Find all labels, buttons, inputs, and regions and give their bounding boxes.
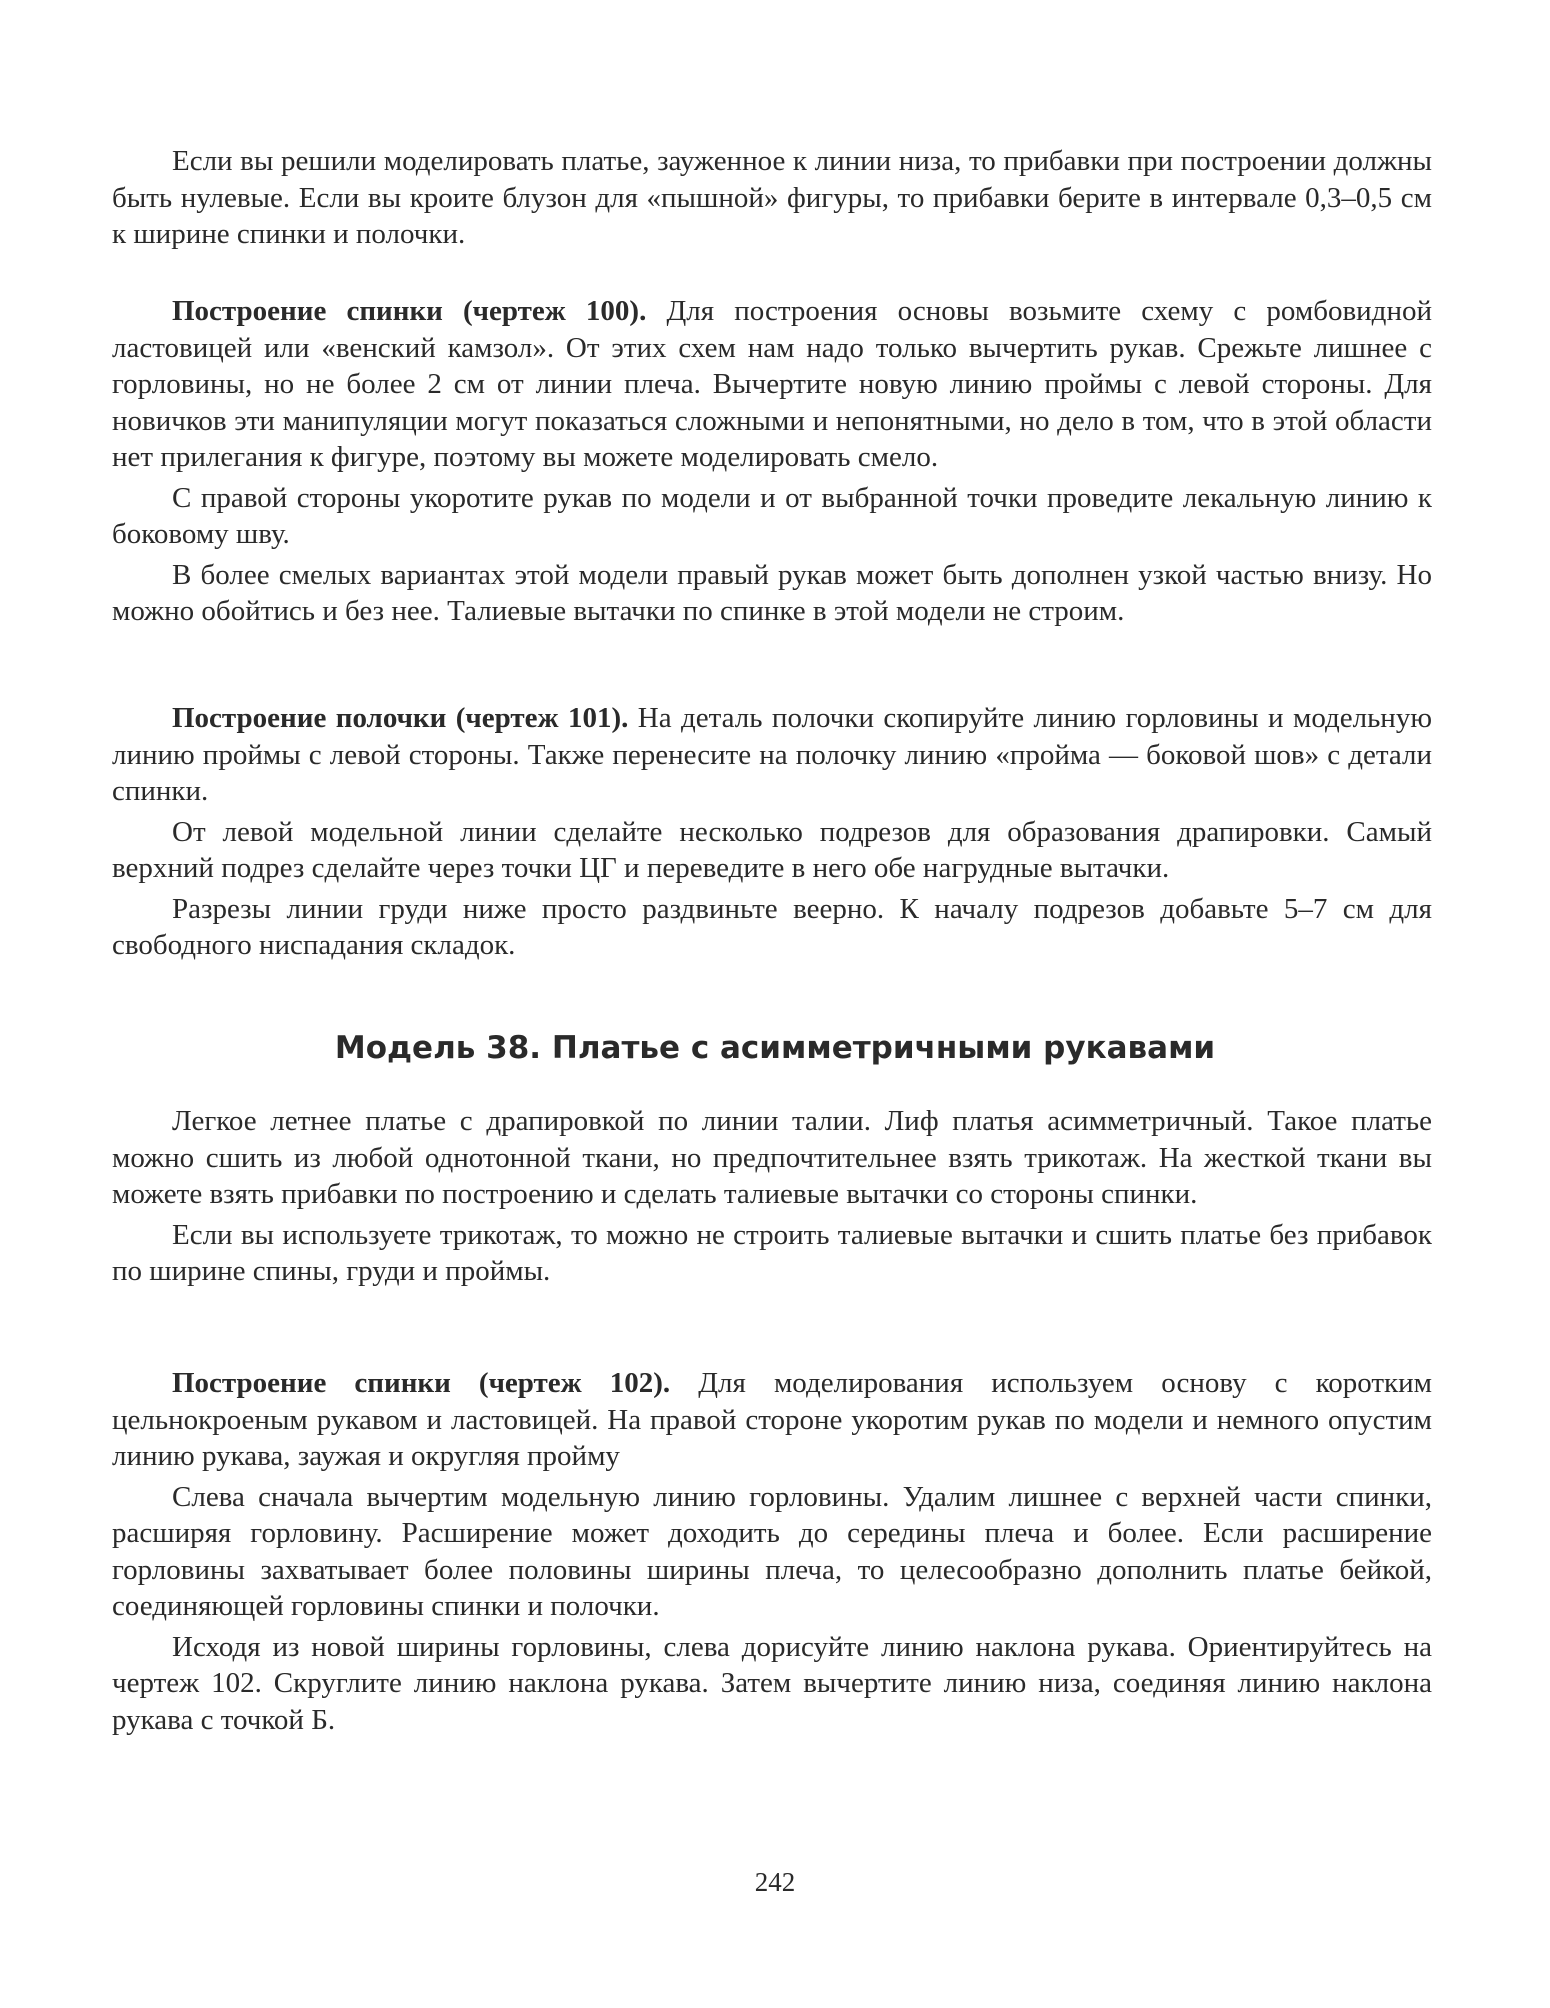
paragraph-heading: Построение спинки (чертеж 102). xyxy=(172,1367,671,1399)
paragraph: От левой модельной линии сделайте несколько подрезов для образования драпировки. Самый верхний подрез сделайте через точки ЦГ и переведите в него обе нагрудные вытачки. xyxy=(112,815,1432,884)
paragraph xyxy=(112,1365,1432,1475)
paragraph: Если вы используете трикотаж, то можно не строить талиевые вытачки и сшить платье без прибавок по ширине спины, груди и проймы. xyxy=(112,1218,1432,1287)
paragraph: Исходя из новой ширины горловины, слева дорисуйте линию наклона рукава. Ориентируйтесь на чертеж 102. Скруглите линию наклона рукава. Затем вычертите линию низа, соединяя линию наклона рукава с точкой Б. xyxy=(112,1630,1432,1736)
back-construction-section xyxy=(112,293,1432,634)
paragraph-text: Для моделирования используем основу с коротким цельнокроеным рукавом и ластовицей. На правой стороне укоротим рукав по модели и немного опустим линию рукава, заужая и округляя пройму xyxy=(112,1367,1432,1472)
paragraph: С правой стороны укоротите рукав по модели и от выбранной точки проведите лекальную линию к боковому шву. xyxy=(112,481,1432,550)
paragraph xyxy=(112,293,1432,476)
paragraph: Разрезы линии груди ниже просто раздвиньте веерно. К началу подрезов добавьте 5–7 см для свободного ниспадания складок. xyxy=(112,892,1432,961)
front-construction-section xyxy=(112,700,1432,968)
paragraph: В более смелых вариантах этой модели правый рукав может быть дополнен узкой частью внизу. Но можно обойтись и без нее. Талиевые вытачки по спинке в этой модели не строим. xyxy=(112,558,1432,627)
model-description-section xyxy=(112,1103,1432,1294)
paragraph: Легкое летнее платье с драпировкой по линии талии. Лиф платья асимметричный. Такое платье можно сшить из любой однотонной ткани, но предпочтительнее взять трикотаж. На жесткой ткани вы можете взять прибавки по построению и сделать талиевые вытачки со стороны спинки. xyxy=(112,1105,1432,1210)
paragraph-heading: Построение спинки (чертеж 100). xyxy=(172,295,647,327)
back-102-section xyxy=(112,1365,1432,1742)
paragraph: Если вы решили моделировать платье, зауженное к линии низа, то прибавки при построении должны быть нулевые. Если вы кроите блузон для «пышной» фигуры, то прибавки берите в интервале 0,3–0,5 см к ширине спинки и полочки. xyxy=(112,145,1432,250)
intro-section xyxy=(112,143,1432,257)
paragraph xyxy=(112,700,1432,810)
paragraph-text: Для построения основы возьмите схему с ромбовидной ластовицей или «венский камзол». От этих схем нам надо только вычертить рукав. Срежьте лишнее с горловины, но не более 2 см от линии плеча. Вычертите новую линию проймы с левой стороны. Для новичков эти манипуляции могут показаться сложными и непонятными, но дело в том, что в этой области нет прилегания к фигуре, поэтому вы можете моделировать смело. xyxy=(112,295,1432,473)
paragraph-text: На деталь полочки скопируйте линию горловины и модельную линию проймы с левой стороны. Также перенесите на полочку линию «пройма — боковой шов» с детали спинки. xyxy=(112,702,1432,807)
model-heading: Модель 38. Платье с асимметричными рукавами xyxy=(334,1030,1216,1066)
page-number: 242 xyxy=(754,1867,796,1897)
paragraph: Слева сначала вычертим модельную линию горловины. Удалим лишнее с верхней части спинки, расширяя горловину. Расширение может доходить до середины плеча и более. Если расширение горловины захватывает более половины ширины плеча, то целесообразно дополнить платье бейкой, соединяющей горловины спинки и полочки. xyxy=(112,1480,1432,1622)
paragraph-heading: Построение полочки (чертеж 101). xyxy=(172,702,629,734)
